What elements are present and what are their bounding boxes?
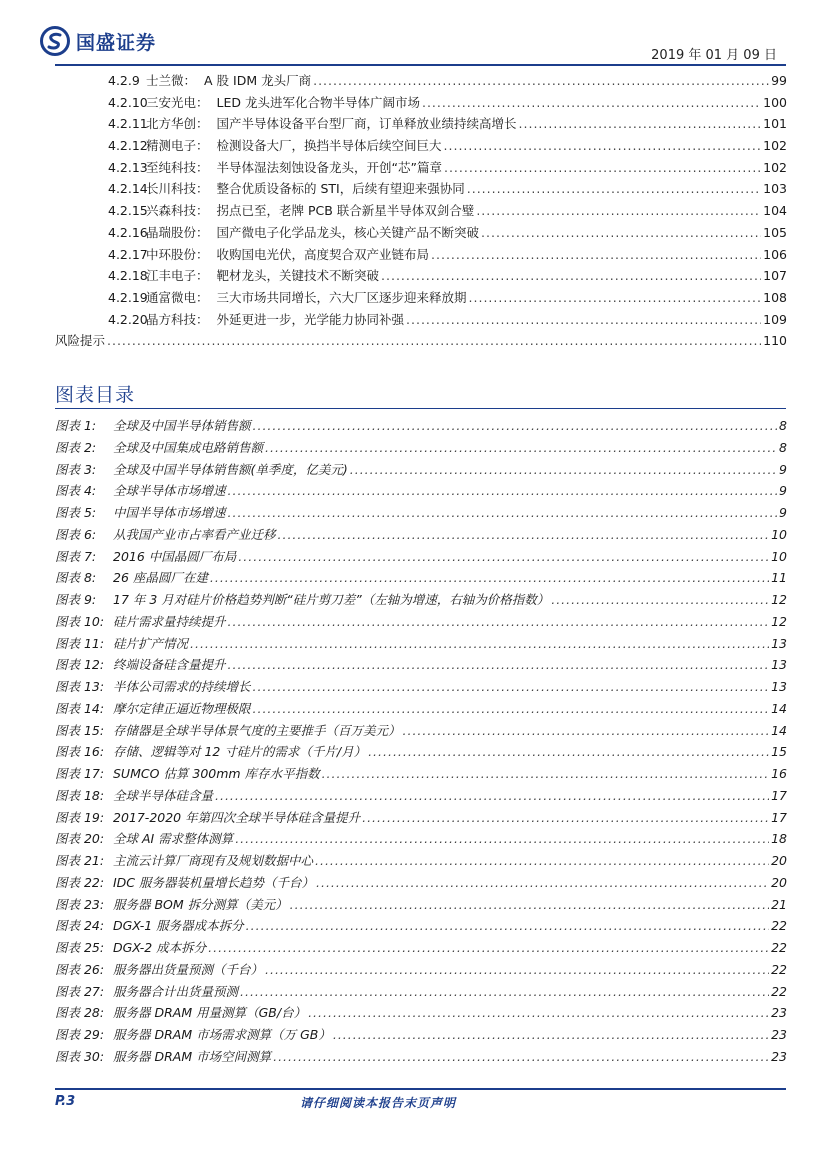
company-logo: [40, 26, 156, 56]
figure-entry[interactable]: 图表 20: 全球 AI 需求整体测算 ..... 18: [55, 829, 787, 851]
figure-entry[interactable]: 图表 25: DGX-2 成本拆分 ..... 22: [55, 938, 787, 960]
figure-entry[interactable]: 图表 16: 存储、逻辑等对 12 寸硅片的需求（千片/月） ..... 15: [55, 742, 787, 764]
toc-entry[interactable]: 4.2.15兴森科技： 拐点已至，老牌 PCB 联合新星半导体双剑合璧 ..... 104: [55, 201, 787, 223]
figure-entry[interactable]: 图表 23: 服务器 BOM 拆分测算（美元） ..... 21: [55, 895, 787, 917]
figure-entry[interactable]: 图表 28: 服务器 DRAM 用量测算（GB/台） ..... 23: [55, 1003, 787, 1025]
figure-entry[interactable]: 图表 11: 硅片扩产情况 ..... 13: [55, 634, 787, 656]
figure-entry[interactable]: 图表 14: 摩尔定律正逼近物理极限 ..... 14: [55, 699, 787, 721]
section-divider: [55, 408, 786, 409]
header-divider: [55, 64, 786, 66]
figure-entry[interactable]: 图表 10: 硅片需求量持续提升 ..... 12: [55, 612, 787, 634]
company-logo-icon: [40, 26, 70, 56]
toc-entry[interactable]: 4.2.18江丰电子： 靶材龙头，关键技术不断突破 ..... 107: [55, 266, 787, 288]
table-of-contents: [55, 71, 787, 353]
page-header: [0, 0, 827, 70]
figure-entry[interactable]: 图表 9: 17 年 3 月对硅片价格趋势判断“硅片剪刀差”（左轴为增速，右轴为价格指数） ..... 12: [55, 590, 787, 612]
disclaimer-note: 请仔细阅读本报告末页声明: [300, 1096, 457, 1110]
figure-entry[interactable]: 图表 19: 2017-2020 年第四次全球半导体硅含量提升 ..... 17: [55, 808, 787, 830]
figure-entry[interactable]: 图表 3: 全球及中国半导体销售额(单季度，亿美元) ..... 9: [55, 460, 787, 482]
figure-entry[interactable]: 图表 21: 主流云计算厂商现有及规划数据中心 ..... 20: [55, 851, 787, 873]
figures-index: [55, 416, 787, 1069]
figure-entry[interactable]: 图表 8: 26 座晶圆厂在建 ..... 11: [55, 568, 787, 590]
figure-entry[interactable]: 图表 2: 全球及中国集成电路销售额 ..... 8: [55, 438, 787, 460]
figure-entry[interactable]: 图表 1: 全球及中国半导体销售额 ..... 8: [55, 416, 787, 438]
toc-entry[interactable]: 4.2.10三安光电： LED 龙头进军化合物半导体广阔市场 ..... 100: [55, 93, 787, 115]
toc-entry[interactable]: 4.2.11北方华创： 国产半导体设备平台型厂商，订单释放业绩持续高增长 ..... 101: [55, 114, 787, 136]
toc-entry[interactable]: 4.2.14长川科技： 整合优质设备标的 STI，后续有望迎来强协同 ..... 103: [55, 179, 787, 201]
toc-entry[interactable]: 4.2.20晶方科技： 外延更进一步，光学能力协同补强 ..... 109: [55, 310, 787, 332]
figure-entry[interactable]: 图表 29: 服务器 DRAM 市场需求测算（万 GB） ..... 23: [55, 1025, 787, 1047]
toc-entry[interactable]: 4.2.12精测电子： 检测设备大厂，换挡半导体后续空间巨大 ..... 102: [55, 136, 787, 158]
company-name: 国盛证券: [76, 31, 157, 54]
report-date: 2019 年 01 月 09 日: [651, 48, 777, 63]
toc-entry-risk[interactable]: 风险提示 ..... 110: [55, 331, 787, 353]
figure-entry[interactable]: 图表 17: SUMCO 估算 300mm 库存水平指数 ..... 16: [55, 764, 787, 786]
toc-entry[interactable]: 4.2.16晶瑞股份： 国产微电子化学品龙头，核心关键产品不断突破 ..... 105: [55, 223, 787, 245]
footer-divider: [55, 1088, 786, 1090]
figure-entry[interactable]: 图表 12: 终端设备硅含量提升 ..... 13: [55, 655, 787, 677]
toc-entry[interactable]: 4.2.9 士兰微： A 股 IDM 龙头厂商 ..... 99: [55, 71, 787, 93]
toc-entry[interactable]: 4.2.13至纯科技： 半导体湿法刻蚀设备龙头，开创“芯”篇章 ..... 102: [55, 158, 787, 180]
page-number: P.3: [55, 1094, 76, 1109]
figure-entry[interactable]: 图表 30: 服务器 DRAM 市场空间测算 ..... 23: [55, 1047, 787, 1069]
figure-entry[interactable]: 图表 22: IDC 服务器装机量增长趋势（千台） ..... 20: [55, 873, 787, 895]
figure-entry[interactable]: 图表 15: 存储器是全球半导体景气度的主要推手（百万美元） ..... 14: [55, 721, 787, 743]
figure-entry[interactable]: 图表 7: 2016 中国晶圆厂布局 ..... 10: [55, 547, 787, 569]
figure-entry[interactable]: 图表 5: 中国半导体市场增速 ..... 9: [55, 503, 787, 525]
toc-entry[interactable]: 4.2.19通富微电： 三大市场共同增长，六大厂区逐步迎来释放期 ..... 108: [55, 288, 787, 310]
figure-entry[interactable]: 图表 18: 全球半导体硅含量 ..... 17: [55, 786, 787, 808]
figure-entry[interactable]: 图表 27: 服务器合计出货量预测 ..... 22: [55, 982, 787, 1004]
figure-entry[interactable]: 图表 24: DGX-1 服务器成本拆分 ..... 22: [55, 916, 787, 938]
figure-entry[interactable]: 图表 6: 从我国产业市占率看产业迁移 ..... 10: [55, 525, 787, 547]
figure-entry[interactable]: 图表 13: 半体公司需求的持续增长 ..... 13: [55, 677, 787, 699]
figures-index-title: 图表目录: [55, 384, 136, 406]
figure-entry[interactable]: 图表 26: 服务器出货量预测（千台） ..... 22: [55, 960, 787, 982]
figure-entry[interactable]: 图表 4: 全球半导体市场增速 ..... 9: [55, 481, 787, 503]
toc-entry[interactable]: 4.2.17中环股份： 收购国电光伏，高度契合双产业链布局 ..... 106: [55, 245, 787, 267]
